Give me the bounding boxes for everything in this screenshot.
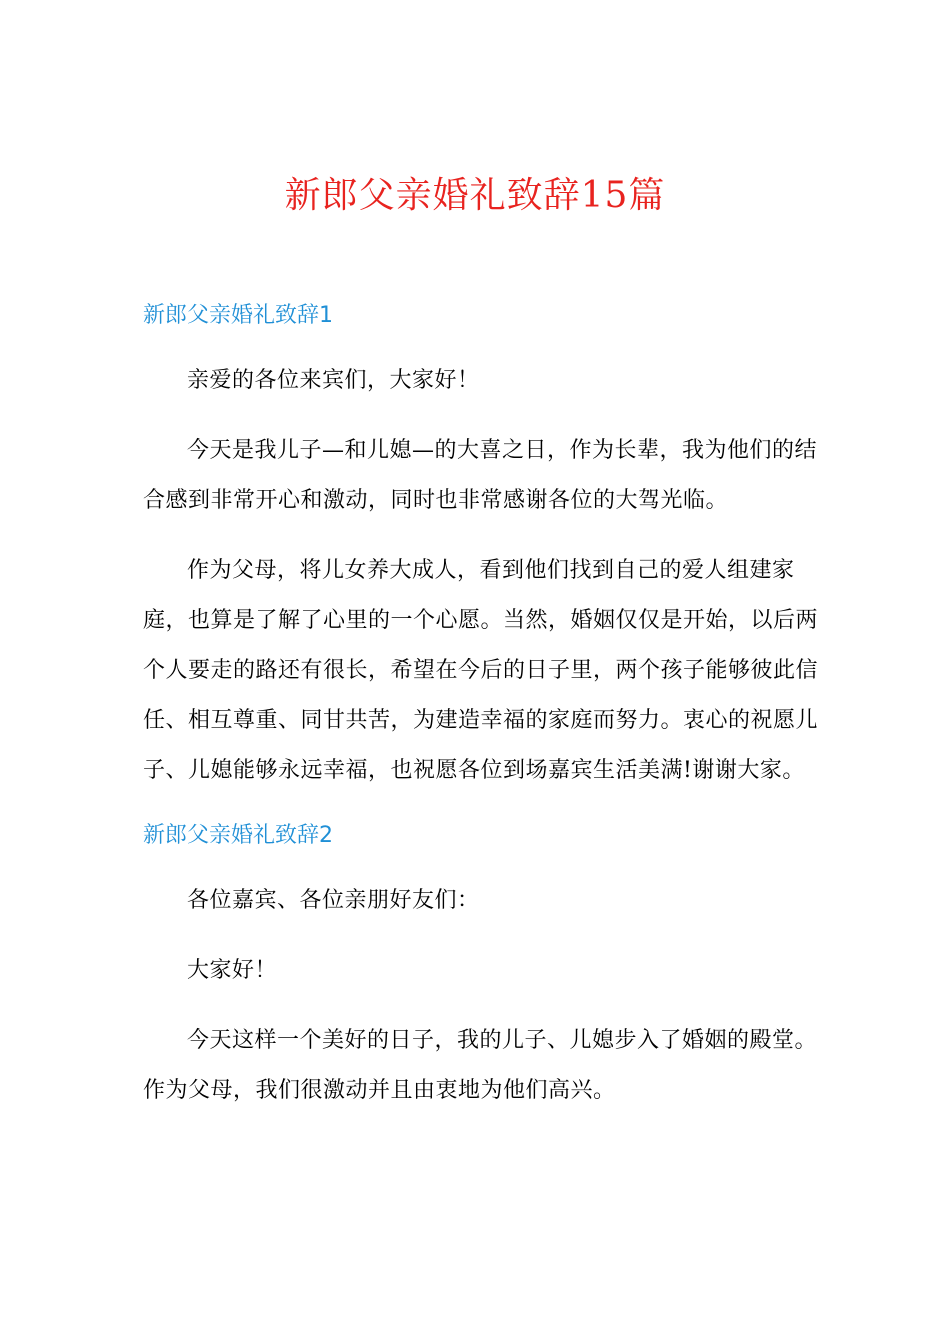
paragraph: 今天是我儿子—和儿媳—的大喜之日，作为长辈，我为他们的结合感到非常开心和激动，同时也非常感谢各位的大驾光临。: [143, 438, 818, 513]
paragraph: 今天这样一个美好的日子，我的儿子、儿媳步入了婚姻的殿堂。作为父母，我们很激动并且由衷地为他们高兴。: [143, 1028, 818, 1103]
paragraph: 作为父母，将儿女养大成人，看到他们找到自己的爱人组建家庭，也算是了解了心里的一个心愿。当然，婚姻仅仅是开始，以后两个人要走的路还有很长，希望在今后的日子里，两个孩子能够彼此信任、相互尊重、同甘共苦，为建造幸福的家庭而努力。衷心的祝愿儿子、儿媳能够永远幸福，也祝愿各位到场嘉宾生活美满!谢谢大家。: [143, 558, 819, 783]
section-heading-2: 新郎父亲婚礼致辞2: [143, 823, 333, 848]
paragraph: 亲爱的各位来宾们，大家好！: [187, 368, 480, 393]
section-heading-1: 新郎父亲婚礼致辞1: [143, 303, 333, 328]
document-title: 新郎父亲婚礼致辞15篇: [284, 175, 666, 216]
paragraph: 各位嘉宾、各位亲朋好友们：: [187, 888, 480, 913]
paragraph: 大家好！: [187, 958, 278, 983]
document-body: [143, 296, 823, 1116]
